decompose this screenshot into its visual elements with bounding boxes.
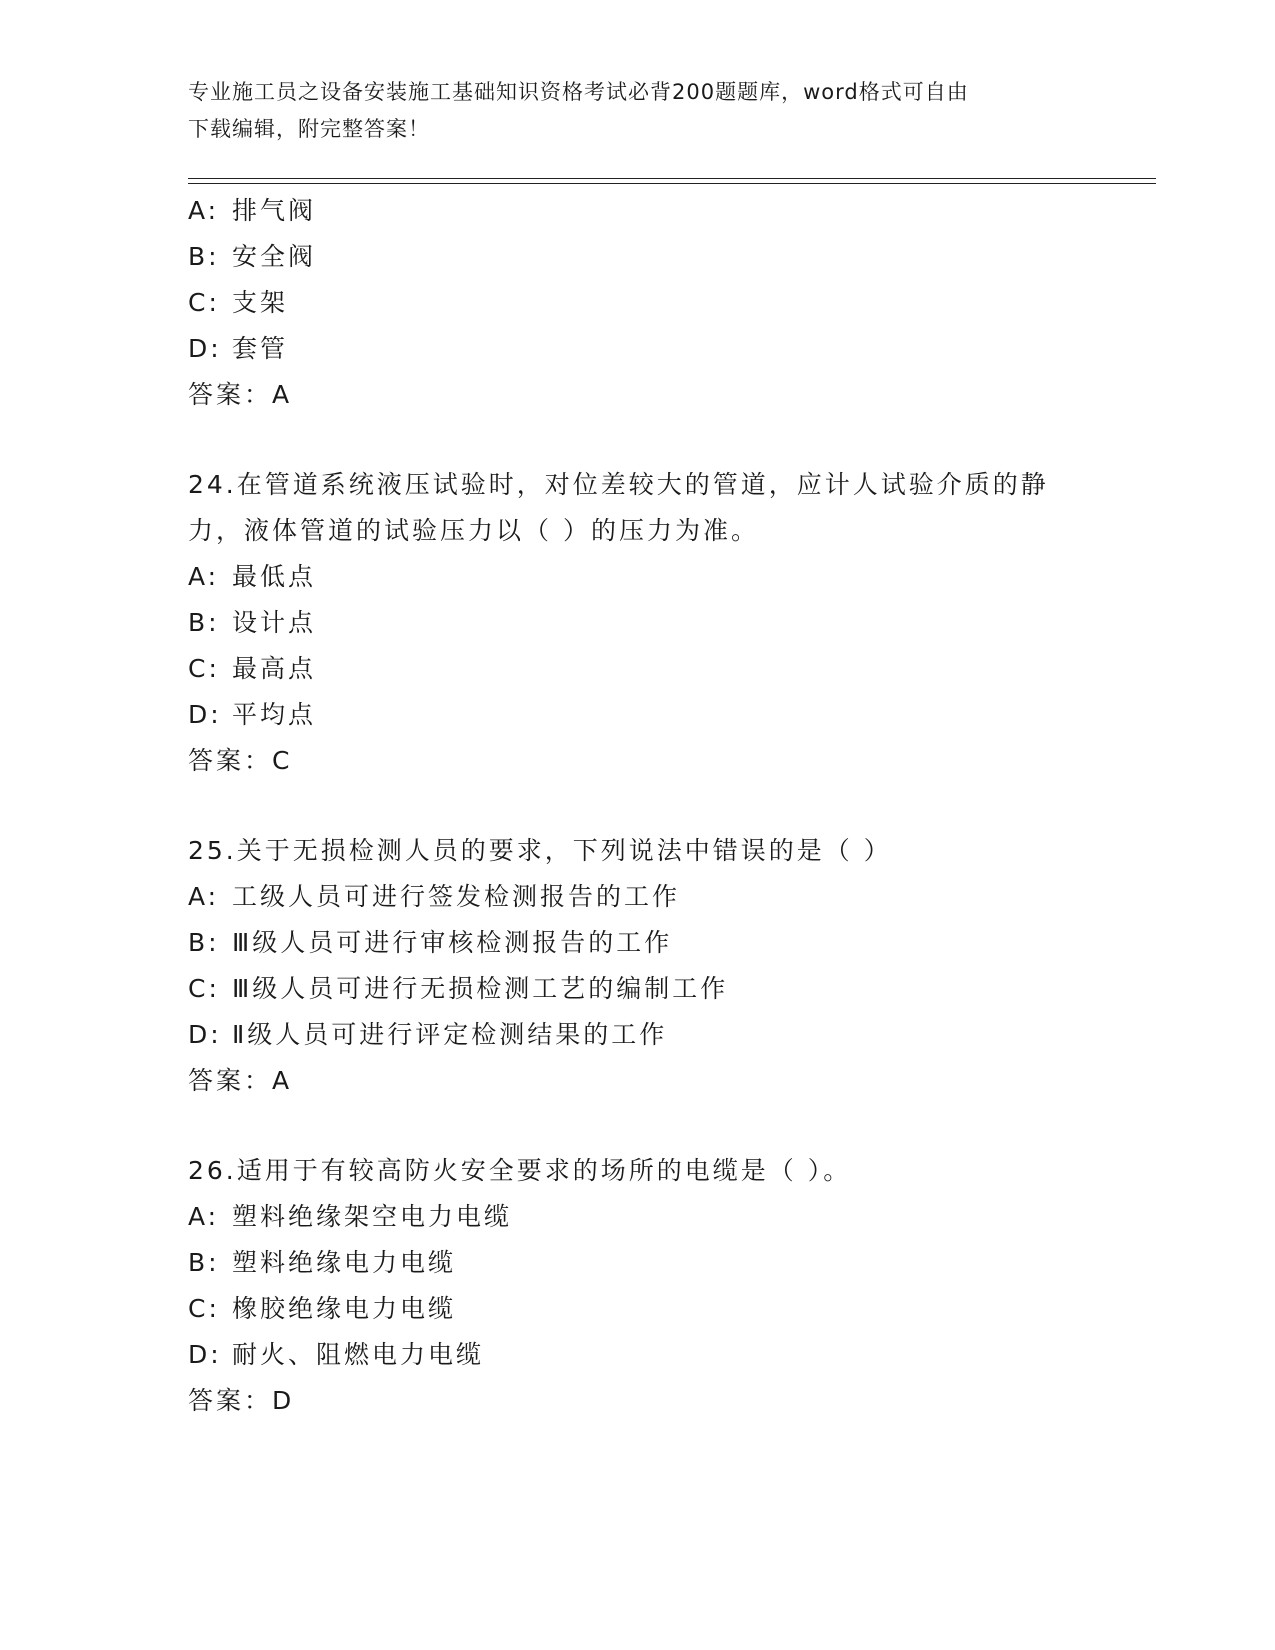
option-text: 排气阀: [232, 196, 317, 225]
document-header: [188, 74, 1088, 148]
option-a: [188, 554, 1148, 600]
option-letter: D:: [188, 1020, 222, 1049]
option-a: [188, 188, 1148, 234]
answer-line: 答案：C: [188, 746, 293, 775]
option-text: 套管: [232, 334, 289, 363]
option-a: [188, 1194, 1148, 1240]
option-letter: A:: [188, 196, 220, 225]
option-b: [188, 920, 1148, 966]
question-26: [188, 1148, 1148, 1424]
option-letter: B:: [188, 242, 220, 271]
option-letter: C:: [188, 288, 220, 317]
answer-line: 答案：D: [188, 1386, 295, 1415]
header-divider-top: [188, 178, 1156, 179]
header-divider-bottom: [188, 183, 1156, 184]
option-text: 最低点: [232, 562, 317, 591]
answer-line: 答案：A: [188, 380, 293, 409]
question-25: [188, 828, 1148, 1104]
option-text: 耐火、阻燃电力电缆: [232, 1340, 485, 1369]
option-text: 设计点: [232, 608, 317, 637]
option-letter: C:: [188, 654, 220, 683]
option-letter: C:: [188, 1294, 220, 1323]
option-text: 支架: [232, 288, 289, 317]
option-letter: B:: [188, 928, 220, 957]
option-c: [188, 966, 1148, 1012]
option-text: 最高点: [232, 654, 317, 683]
option-d: [188, 326, 1148, 372]
option-letter: A:: [188, 882, 220, 911]
question-list: [188, 188, 1148, 1424]
option-letter: D:: [188, 334, 222, 363]
option-c: [188, 280, 1148, 326]
option-letter: C:: [188, 974, 220, 1003]
option-text: Ⅲ级人员可进行无损检测工艺的编制工作: [232, 974, 729, 1003]
option-letter: A:: [188, 562, 220, 591]
question-text-line-2: 力，液体管道的试验压力以（ ）的压力为准。: [188, 516, 759, 545]
answer-line: 答案：A: [188, 1066, 293, 1095]
option-letter: D:: [188, 1340, 222, 1369]
option-c: [188, 1286, 1148, 1332]
option-text: 平均点: [232, 700, 317, 729]
question-text-line-1: 25.关于无损检测人员的要求，下列说法中错误的是（ ）: [188, 836, 892, 865]
option-b: [188, 234, 1148, 280]
option-letter: B:: [188, 608, 220, 637]
question-24: [188, 462, 1148, 784]
option-c: [188, 646, 1148, 692]
option-text: Ⅲ级人员可进行审核检测报告的工作: [232, 928, 673, 957]
option-letter: A:: [188, 1202, 220, 1231]
question-23: [188, 188, 1148, 418]
option-d: [188, 692, 1148, 738]
question-text-line-1: 24.在管道系统液压试验时，对位差较大的管道，应计人试验介质的静: [188, 470, 1049, 499]
header-line-2: 下载编辑，附完整答案！: [188, 117, 430, 141]
option-b: [188, 600, 1148, 646]
option-text: 安全阀: [232, 242, 317, 271]
option-letter: B:: [188, 1248, 220, 1277]
question-text-line-1: 26.适用于有较高防火安全要求的场所的电缆是（ ）。: [188, 1156, 852, 1185]
option-d: [188, 1012, 1148, 1058]
option-text: Ⅱ级人员可进行评定检测结果的工作: [232, 1020, 668, 1049]
option-text: 橡胶绝缘电力电缆: [232, 1294, 457, 1323]
option-text: 塑料绝缘电力电缆: [232, 1248, 457, 1277]
header-line-1: 专业施工员之设备安装施工基础知识资格考试必背200题题库，word格式可自由: [188, 80, 969, 104]
option-text: 塑料绝缘架空电力电缆: [232, 1202, 513, 1231]
option-text: 工级人员可进行签发检测报告的工作: [232, 882, 681, 911]
option-letter: D:: [188, 700, 222, 729]
option-b: [188, 1240, 1148, 1286]
option-d: [188, 1332, 1148, 1378]
option-a: [188, 874, 1148, 920]
